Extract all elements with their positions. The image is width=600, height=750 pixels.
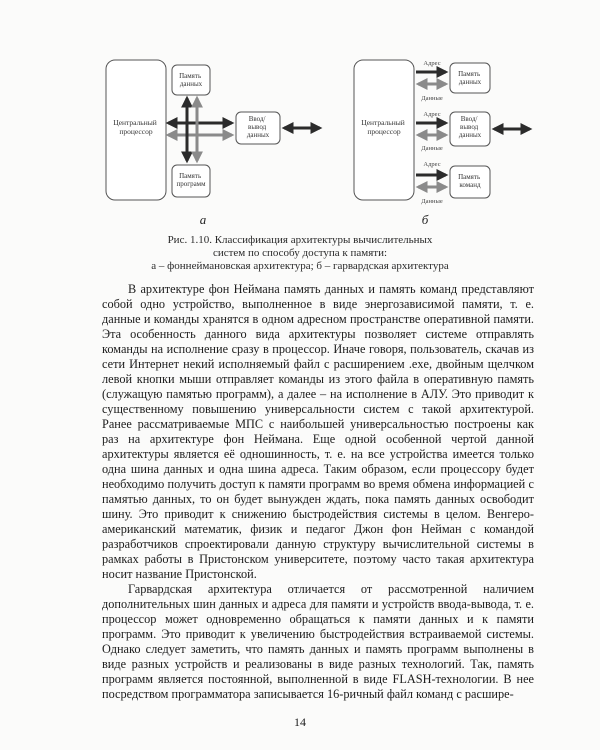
data-label-b-top: Данные bbox=[421, 95, 443, 102]
paragraph-2: Гарвардская архитектура отличается от рассмотренной наличием дополнительных шин данных и адреса для памяти и устройств ввода-вывода, т. е. процессор может одновременно обращаться к памяти данных и к памяти программ. Это приводит к увеличению быстродействия встраиваемой системы. Однако следует заметить, что память данных и память программ выполнены в виде разных устройств и реализованы в виде разных технологий. Так, память программ является постоянной, выполненной в виде FLASH-технологии. В нее посредством программатора записывается 16-ричный файл команд с расшире- bbox=[102, 582, 534, 701]
address-label-b-mid: Адрес bbox=[423, 111, 441, 118]
caption-line-1: Рис. 1.10. Классификация архитектуры вычислительных bbox=[167, 234, 433, 246]
paragraph-1: В архитектуре фон Неймана память данных и память команд представляют собой одно устройство, выполненное в виде энергозависимой памяти, т. е. данные и команды хранятся в одном адресном пространстве оперативной памяти. Эта особенность данного вида архитектуры позволяет системе отправлять команды на исполнение сразу в процессор. Иначе говоря, пользователь, скачав из сети Интернет некий исполняемый файл с расширением .exe, двойным щелчком левой кнопки мыши отправляет команды из этого файла в оперативную память (служащую памятью программ), а далее – на исполнение в АЛУ. Это приводит к существенному повышению универсальности систем с такой архитектурой. Ранее рассматриваемые МПС с наибольшей универсальностью построены как раз на архитектуре фон Неймана. Еще одной особенной чертой данной архитектуры является её одношинность, т. е. на все устройства имеется только одна шина данных и одна шина адреса. Таким образом, если процессору будет необходимо получить доступ к памяти программ во время обмена информацией с памятью данных, то он будет вынужден ждать, пока память данных освободит шину. Это приводит к снижению быстродействия системы в целом. Венгеро-американский математик, физик и педагог Джон фон Нейман с командой разработчиков спроектировали данную структуру вычислительной системы в рамках работы в Пристонском университете, поэтому часто такая архитектура носит название Пристонской. bbox=[102, 282, 534, 581]
data-memory-label-b-line1: Память bbox=[458, 70, 481, 78]
program-memory-label-a-line2: программ bbox=[176, 180, 206, 188]
program-memory-label-b bbox=[458, 173, 482, 189]
diagram-b bbox=[354, 60, 530, 227]
program-memory-label-b-line1: Память bbox=[458, 173, 481, 181]
body-text bbox=[102, 282, 534, 702]
cpu-label-a-line2: процессор bbox=[119, 127, 153, 136]
io-label-a-line1: Ввод/ bbox=[248, 115, 266, 123]
io-label-a-line3: данных bbox=[246, 131, 270, 139]
diagram-label-a: а bbox=[199, 212, 207, 227]
data-memory-label-a bbox=[179, 72, 203, 88]
address-label-b-top: Адрес bbox=[423, 60, 441, 67]
cpu-label-b bbox=[361, 118, 406, 136]
page-number: 14 bbox=[294, 715, 306, 729]
cpu-label-b-line1: Центральный bbox=[361, 118, 405, 127]
data-memory-label-a-line2: данных bbox=[179, 80, 203, 88]
data-memory-label-b bbox=[458, 70, 482, 86]
caption-line-2: систем по способу доступа к памяти: bbox=[212, 247, 388, 259]
io-label-b-line3: данных bbox=[458, 131, 482, 139]
diagram-a bbox=[106, 60, 320, 227]
io-label-b-line2: вывод bbox=[460, 123, 479, 131]
program-memory-label-a bbox=[176, 172, 206, 188]
program-memory-label-b-line2: команд bbox=[459, 181, 481, 189]
diagram-label-b: б bbox=[421, 212, 429, 227]
program-memory-label-a-line1: Память bbox=[179, 172, 202, 180]
io-label-b bbox=[459, 115, 482, 139]
data-memory-label-b-line2: данных bbox=[458, 78, 482, 86]
io-label-a bbox=[247, 115, 270, 139]
caption-line-3: а – фоннеймановская архитектура; б – гарвардская архитектура bbox=[151, 260, 449, 272]
io-label-b-line1: Ввод/ bbox=[460, 115, 478, 123]
data-memory-label-a-line1: Память bbox=[179, 72, 202, 80]
figure-architecture-diagrams bbox=[0, 0, 600, 230]
io-label-a-line2: вывод bbox=[248, 123, 267, 131]
address-label-b-bottom: Адрес bbox=[423, 161, 441, 168]
cpu-label-a bbox=[113, 118, 158, 136]
cpu-label-a-line1: Центральный bbox=[113, 118, 157, 127]
data-label-b-bottom: Данные bbox=[421, 198, 443, 205]
cpu-label-b-line2: процессор bbox=[367, 127, 401, 136]
data-label-b-mid: Данные bbox=[421, 145, 443, 152]
